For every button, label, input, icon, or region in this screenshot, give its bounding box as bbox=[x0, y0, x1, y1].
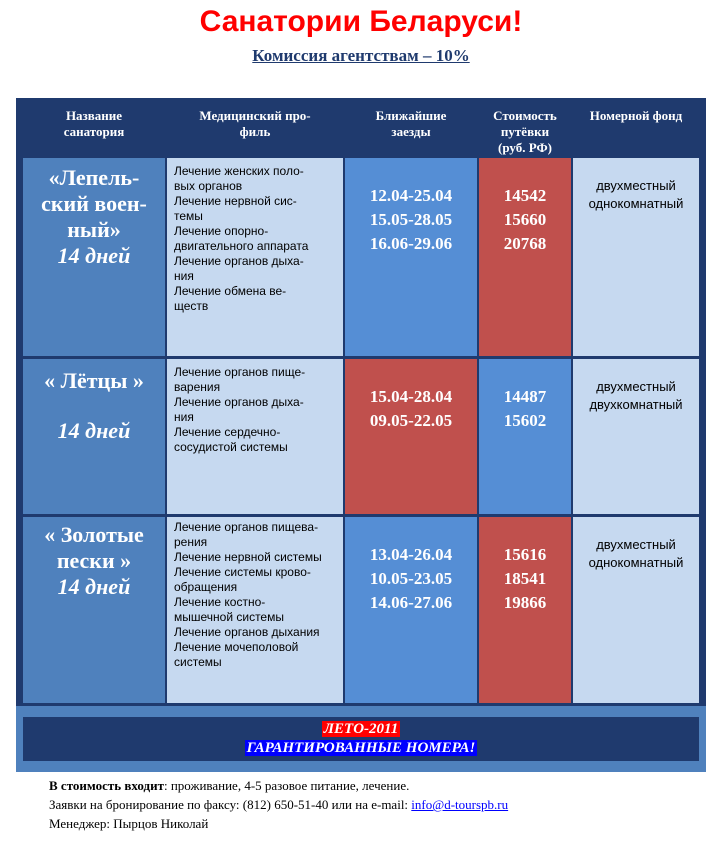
booking-line bbox=[49, 795, 508, 814]
col-header bbox=[167, 101, 343, 155]
medical-profile bbox=[167, 517, 343, 703]
included-label: В стоимость входит bbox=[49, 778, 164, 793]
profile-line: мышечной системы bbox=[174, 610, 284, 624]
arrival-date: 09.05-22.05 bbox=[369, 411, 453, 430]
col-header-line: заезды bbox=[391, 124, 431, 139]
profile-line: Лечение нервной системы bbox=[174, 550, 322, 564]
profile-line: Лечение системы крово- bbox=[174, 565, 311, 579]
profile-line: двигательного аппарата bbox=[174, 239, 309, 253]
duration-label: 14 дней bbox=[57, 418, 131, 443]
col-header bbox=[573, 101, 699, 155]
duration-label: 14 дней bbox=[57, 243, 131, 268]
arrival-dates bbox=[345, 158, 477, 356]
room-line: двухместный bbox=[596, 537, 676, 552]
name-line: « Золотые bbox=[44, 522, 144, 547]
commission-subtitle: Комиссия агентствам – 10% bbox=[252, 46, 470, 65]
room-line: однокомнатный bbox=[588, 196, 684, 211]
name-line: пески » bbox=[56, 548, 132, 573]
page-title: Санатории Беларуси! bbox=[199, 5, 523, 38]
col-header-line: Ближайшие bbox=[375, 108, 447, 123]
banner-line1: ЛЕТО-2011 bbox=[323, 721, 399, 737]
profile-line: Лечение нервной сис- bbox=[174, 194, 297, 208]
price-value: 15660 bbox=[503, 210, 547, 229]
sanatorium-name bbox=[23, 158, 165, 356]
name-line: ский воен- bbox=[41, 191, 147, 216]
profile-line: рения bbox=[174, 535, 208, 549]
profile-line: ния bbox=[174, 269, 194, 283]
profile-line: Лечение органов пище- bbox=[174, 365, 306, 379]
profile-line: Лечение органов дыха- bbox=[174, 254, 304, 268]
profile-line: сосудистой системы bbox=[174, 440, 288, 454]
name-line: «Лепель- bbox=[48, 165, 140, 190]
name-line: ный» bbox=[67, 217, 121, 242]
voucher-price bbox=[479, 359, 571, 514]
price-value: 14542 bbox=[503, 186, 547, 205]
profile-line: Лечение костно- bbox=[174, 595, 266, 609]
duration-label: 14 дней bbox=[57, 574, 131, 599]
voucher-price bbox=[479, 517, 571, 703]
price-value: 15602 bbox=[503, 411, 547, 430]
profile-line: Лечение опорно- bbox=[174, 224, 269, 238]
arrival-date: 16.06-29.06 bbox=[369, 234, 453, 253]
arrival-date: 15.05-28.05 bbox=[369, 210, 453, 229]
info-block bbox=[49, 776, 508, 833]
profile-line: Лечение органов дыхания bbox=[174, 625, 320, 639]
profile-line: ществ bbox=[174, 299, 209, 313]
room-line: двухместный bbox=[596, 379, 676, 394]
room-line: двухместный bbox=[596, 178, 676, 193]
profile-line: ния bbox=[174, 410, 194, 424]
room-type bbox=[573, 158, 699, 356]
price-value: 19866 bbox=[503, 593, 547, 612]
sanatorium-name bbox=[23, 517, 165, 703]
profile-line: Лечение мочеполовой bbox=[174, 640, 299, 654]
room-line: однокомнатный bbox=[588, 555, 684, 570]
col-header-line: Стоимость bbox=[493, 108, 557, 123]
profile-line: варения bbox=[174, 380, 221, 394]
col-header-line: Номерной фонд bbox=[589, 108, 683, 123]
col-header-line: Медицинский про- bbox=[199, 108, 311, 123]
spacer bbox=[23, 394, 165, 418]
col-header bbox=[345, 101, 477, 155]
col-header-line: (руб. РФ) bbox=[498, 140, 552, 155]
banner-row bbox=[16, 706, 706, 772]
room-type bbox=[573, 359, 699, 514]
arrival-date: 15.04-28.04 bbox=[369, 387, 453, 406]
profile-line: Лечение обмена ве- bbox=[174, 284, 287, 298]
name-line: « Лётцы » bbox=[44, 368, 144, 393]
arrival-date: 10.05-23.05 bbox=[369, 569, 453, 588]
col-header bbox=[23, 101, 165, 155]
arrival-dates bbox=[345, 359, 477, 514]
col-header-line: филь bbox=[239, 124, 271, 139]
sanatorium-table bbox=[16, 98, 706, 772]
col-header-line: санатория bbox=[63, 124, 125, 139]
included-line bbox=[49, 776, 508, 795]
price-value: 20768 bbox=[503, 234, 547, 253]
arrival-date: 13.04-26.04 bbox=[369, 545, 453, 564]
price-value: 18541 bbox=[503, 569, 547, 588]
email-link[interactable]: info@d-tourspb.ru bbox=[411, 797, 509, 812]
profile-line: вых органов bbox=[174, 179, 243, 193]
manager-line: Менеджер: Пырцов Николай bbox=[49, 816, 209, 831]
medical-profile bbox=[167, 158, 343, 356]
profile-line: обращения bbox=[174, 580, 238, 594]
profile-line: системы bbox=[174, 655, 222, 669]
profile-line: Лечение органов пищева- bbox=[174, 520, 319, 534]
price-value: 14487 bbox=[503, 387, 547, 406]
banner-line2: ГАРАНТИРОВАННЫЕ НОМЕРА! bbox=[246, 740, 476, 756]
col-header-line: путёвки bbox=[500, 124, 550, 139]
profile-line: Лечение органов дыха- bbox=[174, 395, 304, 409]
profile-line: темы bbox=[174, 209, 203, 223]
included-text: : проживание, 4-5 разовое питание, лечение. bbox=[163, 778, 410, 793]
col-header-line: Название bbox=[65, 108, 123, 123]
price-value: 15616 bbox=[503, 545, 547, 564]
voucher-price bbox=[479, 158, 571, 356]
booking-text: Заявки на бронирование по факсу: (812) 650-51-40 или на e-mail: bbox=[49, 797, 412, 812]
profile-line: Лечение сердечно- bbox=[174, 425, 281, 439]
arrival-date: 14.06-27.06 bbox=[369, 593, 453, 612]
room-line: двухкомнатный bbox=[589, 397, 683, 412]
medical-profile bbox=[167, 359, 343, 514]
sanatorium-name bbox=[23, 359, 165, 514]
col-header bbox=[479, 101, 571, 155]
arrival-date: 12.04-25.04 bbox=[369, 186, 453, 205]
arrival-dates bbox=[345, 517, 477, 703]
room-type bbox=[573, 517, 699, 703]
summer-banner bbox=[23, 717, 699, 761]
profile-line: Лечение женских поло- bbox=[174, 164, 304, 178]
